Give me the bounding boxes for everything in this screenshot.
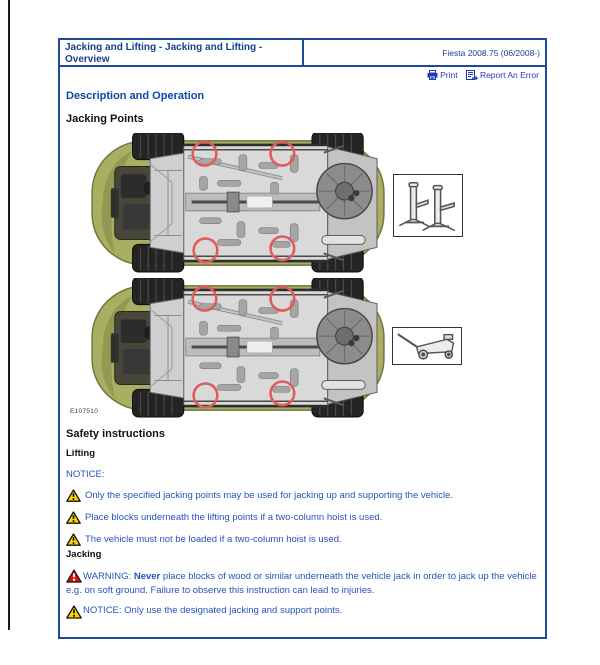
report-error-icon[interactable]: [466, 70, 478, 80]
notice-text: Only the specified jacking points may be used for jacking up and supporting the vehicle.: [85, 490, 454, 501]
warning-text: place blocks of wood or similar underneath the vehicle jack in order to jack up the vehicle e.g. on soft ground. Failure to observe this instruction can lead to injuries.: [66, 571, 537, 596]
warning-triangle-icon: [66, 605, 82, 619]
warning-triangle-icon: [66, 489, 81, 502]
notice-text: The vehicle must not be loaded if a two-column hoist is used.: [85, 534, 342, 545]
figure-reference-label: E107510: [70, 408, 99, 415]
warning-emphasis: Never: [133, 571, 161, 582]
document-body: [60, 70, 545, 618]
report-error-link[interactable]: [466, 70, 539, 80]
danger-triangle-icon: [66, 569, 82, 583]
warning-triangle-icon: [66, 511, 81, 524]
trolley-jack-inset-icon: [392, 327, 462, 365]
lifting-notice-item: [66, 489, 540, 502]
print-label[interactable]: Print: [440, 70, 458, 80]
notice-text: NOTICE: Only use the designated jacking and support points.: [83, 605, 343, 616]
printer-icon[interactable]: [427, 70, 438, 80]
window-frame-divider: [8, 0, 10, 630]
lifting-notice-item: [66, 533, 540, 546]
jacking-warning: [66, 569, 544, 597]
lifting-heading: Lifting: [66, 448, 96, 459]
figure-jacking-points-hoist: [65, 132, 542, 277]
page-title: Jacking and Lifting - Jacking and Lifting - Overview: [60, 40, 304, 65]
toolbar: [65, 70, 539, 83]
vehicle-model-label: Fiesta 2008.75 (06/2008-): [442, 47, 540, 58]
safety-instructions-heading: Safety instructions: [66, 428, 166, 440]
car-underbody-diagram: [87, 133, 389, 273]
document-header: [60, 40, 545, 67]
notice-text: Place blocks underneath the lifting points if a two-column hoist is used.: [85, 512, 383, 523]
jacking-points-heading: Jacking Points: [66, 113, 144, 125]
section-heading: Description and Operation: [66, 90, 205, 102]
print-link[interactable]: [427, 70, 457, 80]
lifting-notice-item: [66, 511, 540, 524]
warning-prefix: WARNING:: [83, 571, 134, 582]
document-panel: [58, 38, 547, 639]
jacking-notice: [66, 604, 544, 618]
report-error-label[interactable]: Report An Error: [479, 70, 539, 80]
jacking-heading: Jacking: [66, 549, 102, 560]
figure-jacking-points-trolley-jack: [65, 277, 542, 419]
car-underbody-diagram: [87, 278, 389, 418]
two-column-hoist-inset-icon: [393, 174, 463, 237]
notice-label: NOTICE:: [66, 469, 105, 480]
warning-triangle-icon: [66, 533, 81, 546]
